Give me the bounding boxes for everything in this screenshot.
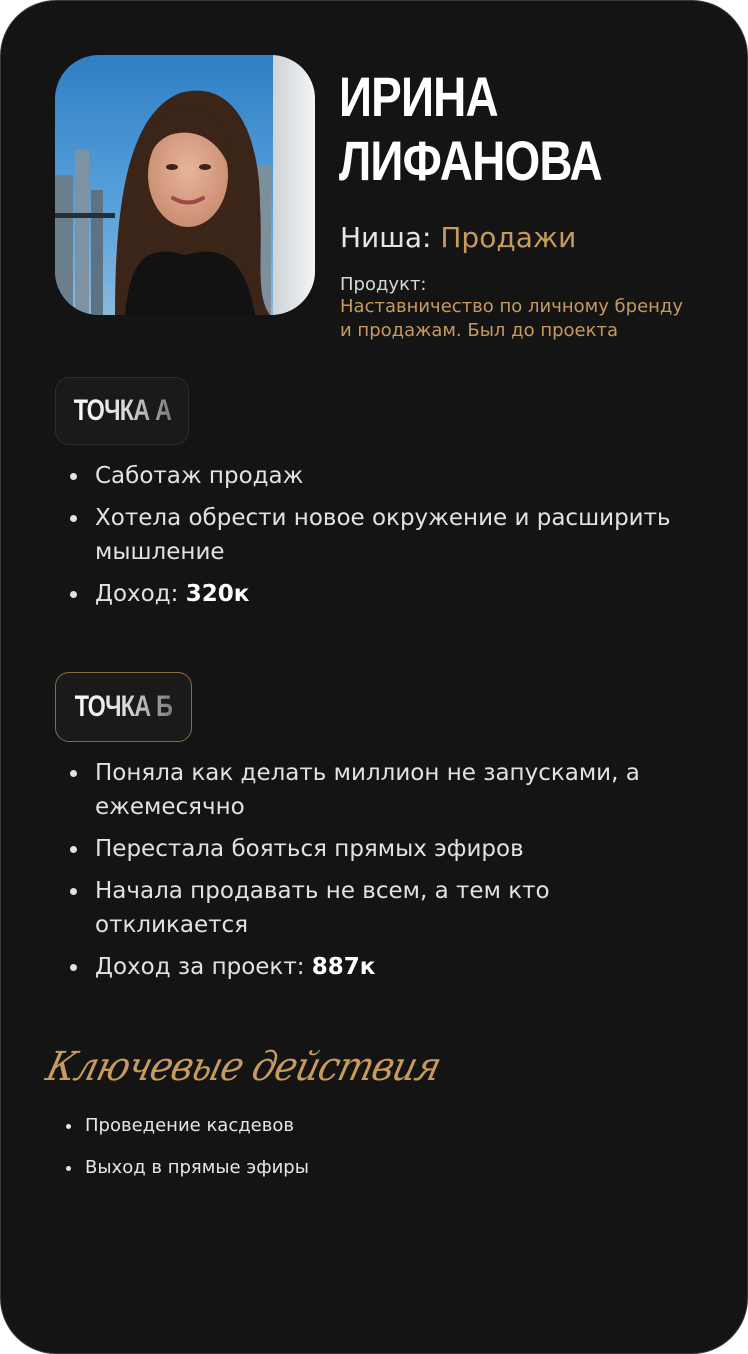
niche-value: Продажи <box>440 221 577 254</box>
point-a-list <box>63 459 683 619</box>
point-b-label: ТОЧКА Б <box>74 690 173 723</box>
list-item: Проведение касдевов <box>63 1111 309 1141</box>
profile-photo <box>55 55 315 315</box>
list-item: Доход за проект: 887к <box>63 950 683 984</box>
list-item: Выход в прямые эфиры <box>63 1153 309 1183</box>
point-a-label: ТОЧКА А <box>73 394 171 427</box>
name-first: ИРИНА <box>339 65 498 128</box>
income-value: 887к <box>311 954 376 980</box>
income-value: 320к <box>185 581 250 607</box>
name-last: ЛИФАНОВА <box>339 129 602 192</box>
list-item: Саботаж продаж <box>63 459 683 493</box>
list-item: Перестала бояться прямых эфиров <box>63 832 683 866</box>
point-b-list <box>63 756 683 992</box>
person-name <box>339 65 602 193</box>
niche <box>340 220 576 256</box>
list-item: Начала продавать не всем, а тем кто откликается <box>63 874 683 942</box>
niche-label: Ниша: <box>340 221 432 254</box>
list-item: Доход: 320к <box>63 577 683 611</box>
key-actions-title: Ключевые действия <box>41 1044 446 1090</box>
point-b-badge <box>55 672 192 742</box>
product-value: Наставничество по личному бренду и продажам. Был до проекта <box>340 296 684 341</box>
product-label: Продукт: <box>340 274 427 295</box>
list-item: Хотела обрести новое окружение и расширить мышление <box>63 501 683 569</box>
list-item: Поняла как делать миллион не запусками, а ежемесячно <box>63 756 683 824</box>
key-actions-list <box>63 1111 309 1195</box>
point-a-badge <box>55 377 189 445</box>
